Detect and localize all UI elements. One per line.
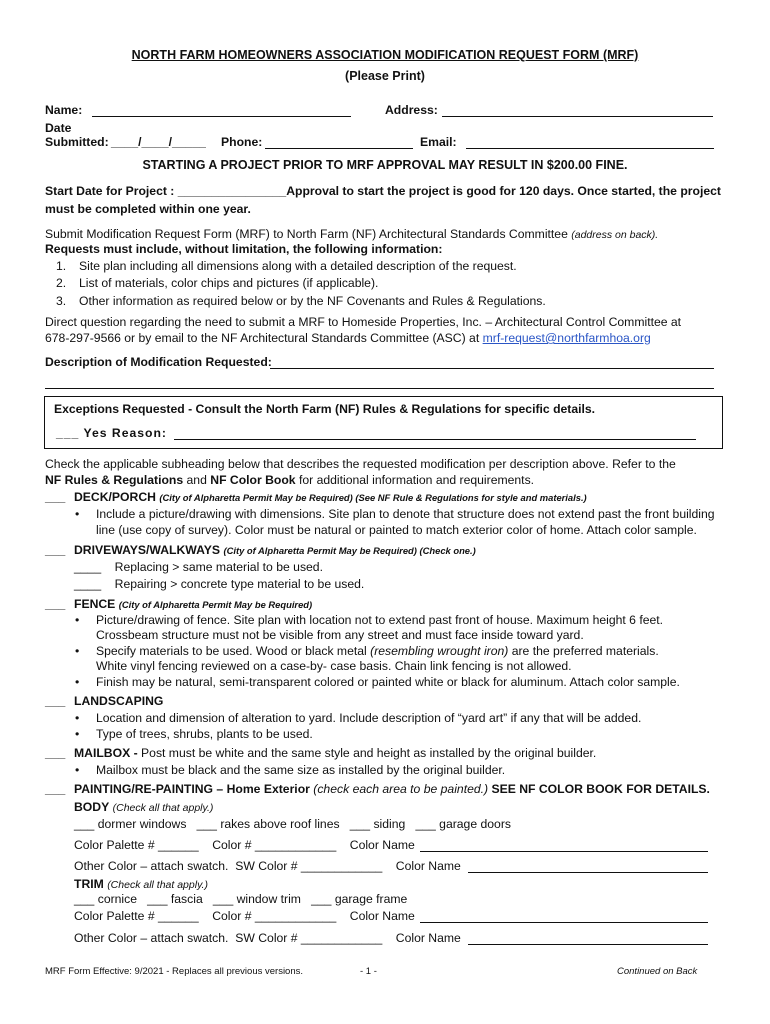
deck-bullet-1: Include a picture/drawing with dimensions. Site plan to denote that structure does not extend past the front building	[96, 507, 715, 521]
trim-color-name-field[interactable]	[420, 922, 708, 923]
driveways-checkbox[interactable]: ___	[45, 543, 66, 557]
fence-materials-preferred: are the preferred materials.	[511, 644, 659, 658]
and-text: and	[186, 473, 207, 487]
requirements-heading: Requests must include, without limitation, the following information:	[45, 242, 443, 256]
painting-see-color-book: SEE NF COLOR BOOK FOR DETAILS.	[491, 782, 710, 796]
body-heading	[74, 800, 213, 814]
direct-question-line1: Direct question regarding the need to submit a MRF to Homeside Properties, Inc. – Architectural Control Committee at	[45, 315, 682, 329]
fence-note: (City of Alpharetta Permit May be Required)	[118, 599, 313, 610]
driveways-option-repairing[interactable]: ____ Repairing > concrete type material to be used.	[74, 577, 365, 591]
driveways-option-replacing[interactable]: ____ Replacing > same material to be used.	[74, 560, 323, 574]
fence-title: FENCE	[74, 597, 116, 611]
fence-heading	[74, 597, 312, 611]
additional-info-text: for additional information and requirements.	[298, 473, 535, 487]
deck-checkbox[interactable]: ___	[45, 490, 66, 504]
address-label: Address:	[385, 103, 438, 117]
submit-instructions	[45, 227, 658, 241]
start-date-field[interactable]: ________________	[177, 184, 287, 198]
address-field[interactable]	[442, 116, 713, 117]
footer-continued: Continued on Back	[617, 966, 698, 977]
body-other-color-name-field[interactable]	[468, 872, 708, 873]
trim-note: (Check all that apply.)	[107, 879, 208, 891]
painting-title: PAINTING/RE-PAINTING – Home Exterior	[74, 782, 310, 796]
body-options[interactable]: ___ dormer windows ___ rakes above roof lines ___ siding ___ garage doors	[74, 817, 511, 831]
date-label-line2: Submitted:	[45, 135, 109, 149]
deck-bullet-1-cont: line (use copy of survey). Color must be natural or painted to match exterior color of home. Attach color sample.	[96, 523, 697, 537]
landscaping-title: LANDSCAPING	[74, 694, 164, 708]
requirement-item-2: List of materials, color chips and pictures (if applicable).	[79, 276, 379, 290]
body-color-name-field[interactable]	[420, 851, 708, 852]
trim-heading	[74, 877, 208, 891]
trim-other-color-name-field[interactable]	[468, 944, 708, 945]
rules-reference: NF Rules & Regulations	[45, 473, 184, 487]
painting-heading	[74, 782, 710, 796]
start-date-label: Start Date for Project :	[45, 184, 175, 198]
body-color-palette-line[interactable]: Color Palette # ______ Color # ____________ Color Name	[74, 838, 415, 852]
check-intro-line2	[45, 473, 534, 487]
fence-bullet-3: Finish may be natural, semi-transparent colored or painted white or black for aluminum. Attach color sample.	[96, 675, 680, 689]
direct-question-line2	[45, 331, 651, 345]
address-on-back-note: (address on back).	[571, 229, 659, 241]
requirement-number-3: 3.	[56, 294, 67, 308]
bullet: •	[75, 507, 80, 521]
name-field[interactable]	[92, 116, 351, 117]
mailbox-bullet-1: Mailbox must be black and the same size as installed by the original builder.	[96, 763, 506, 777]
footer-page-number: - 1 -	[360, 966, 377, 977]
fence-bullet-2-cont: White vinyl fencing reviewed on a case-by- case basis. Chain link fencing is not allowed.	[96, 659, 572, 673]
driveways-note: (City of Alpharetta Permit May be Required) (Check one.)	[223, 545, 476, 556]
email-field[interactable]	[466, 148, 714, 149]
approval-note: Approval to start the project is good for 120 days. Once started, the project	[286, 184, 721, 198]
email-label: Email:	[420, 135, 457, 149]
description-field-line2[interactable]	[45, 388, 714, 389]
start-date-row	[45, 184, 721, 198]
trim-other-color-line[interactable]: Other Color – attach swatch. SW Color # ____________ Color Name	[74, 931, 461, 945]
trim-options[interactable]: ___ cornice ___ fascia ___ window trim ___ garage frame	[74, 892, 408, 906]
direct-question-text: 678-297-9566 or by email to the NF Architectural Standards Committee (ASC) at	[45, 331, 480, 345]
form-title: NORTH FARM HOMEOWNERS ASSOCIATION MODIFICATION REQUEST FORM (MRF)	[131, 48, 639, 62]
mailbox-text: Post must be white and the same style and height as installed by the original builder.	[141, 746, 597, 760]
check-intro-line1: Check the applicable subheading below that describes the requested modification per description above. Refer to the	[45, 457, 676, 471]
date-field[interactable]: ____/____/_____	[111, 135, 206, 149]
driveways-heading	[74, 543, 476, 557]
painting-checkbox[interactable]: ___	[45, 782, 66, 796]
bullet: •	[75, 763, 80, 777]
bullet: •	[75, 644, 80, 658]
fine-warning: STARTING A PROJECT PRIOR TO MRF APPROVAL MAY RESULT IN $200.00 FINE.	[142, 158, 628, 172]
description-label: Description of Modification Requested:	[45, 355, 272, 369]
body-other-color-line[interactable]: Other Color – attach swatch. SW Color # ____________ Color Name	[74, 859, 461, 873]
landscaping-bullet-2: Type of trees, shrubs, plants to be used.	[96, 727, 313, 741]
body-label: BODY	[74, 800, 110, 814]
deck-title: DECK/PORCH	[74, 490, 156, 504]
fence-bullet-1: Picture/drawing of fence. Site plan with location not to extend past front of house. Maximum height 6 feet.	[96, 613, 664, 627]
landscaping-checkbox[interactable]: ___	[45, 694, 66, 708]
form-subtitle: (Please Print)	[345, 69, 425, 83]
fence-bullet-1-cont: Crossbeam structure must not be visible from any street and must face inside toward yard.	[96, 628, 584, 642]
requirement-number-2: 2.	[56, 276, 67, 290]
fence-bullet-2	[96, 644, 659, 658]
requirement-number-1: 1.	[56, 259, 67, 273]
landscaping-bullet-1: Location and dimension of alteration to yard. Include description of “yard art” if any that will be added.	[96, 711, 642, 725]
exceptions-reason-field[interactable]	[174, 439, 696, 440]
body-note: (Check all that apply.)	[112, 802, 214, 814]
bullet: •	[75, 727, 80, 741]
color-book-reference: NF Color Book	[210, 473, 296, 487]
bullet: •	[75, 613, 80, 627]
trim-label: TRIM	[74, 877, 104, 891]
description-field-line1[interactable]	[270, 368, 714, 369]
bullet: •	[75, 675, 80, 689]
fence-checkbox[interactable]: ___	[45, 597, 66, 611]
fence-materials-text: Specify materials to be used. Wood or black metal	[96, 644, 367, 658]
driveways-title: DRIVEWAYS/WALKWAYS	[74, 543, 221, 557]
exceptions-heading: Exceptions Requested - Consult the North Farm (NF) Rules & Regulations for specific details.	[54, 402, 596, 416]
phone-label: Phone:	[221, 135, 263, 149]
mailbox-heading	[74, 746, 596, 760]
painting-note: (check each area to be painted.)	[313, 782, 489, 796]
requirement-item-3: Other information as required below or by the NF Covenants and Rules & Regulations.	[79, 294, 546, 308]
trim-color-palette-line[interactable]: Color Palette # ______ Color # ____________ Color Name	[74, 909, 415, 923]
date-label-line1: Date	[45, 121, 72, 135]
exceptions-yes-reason[interactable]: ___ Yes Reason:	[56, 426, 167, 440]
completion-note: must be completed within one year.	[45, 202, 251, 216]
mailbox-title: MAILBOX -	[74, 746, 138, 760]
deck-heading	[74, 490, 587, 504]
bullet: •	[75, 711, 80, 725]
name-label: Name:	[45, 103, 83, 117]
mrf-request-email-link[interactable]: mrf-request@northfarmhoa.org	[482, 331, 651, 345]
phone-field[interactable]	[265, 148, 413, 149]
mailbox-checkbox[interactable]: ___	[45, 746, 66, 760]
submit-text: Submit Modification Request Form (MRF) to North Farm (NF) Architectural Standards Committee	[45, 227, 568, 241]
footer-effective-date: MRF Form Effective: 9/2021 - Replaces all previous versions.	[45, 966, 304, 977]
deck-note: (City of Alpharetta Permit May be Required) (See NF Rule & Regulations for style and materials.)	[159, 492, 587, 503]
fence-materials-note: (resembling wrought iron)	[370, 644, 509, 658]
requirement-item-1: Site plan including all dimensions along with a detailed description of the request.	[79, 259, 517, 273]
